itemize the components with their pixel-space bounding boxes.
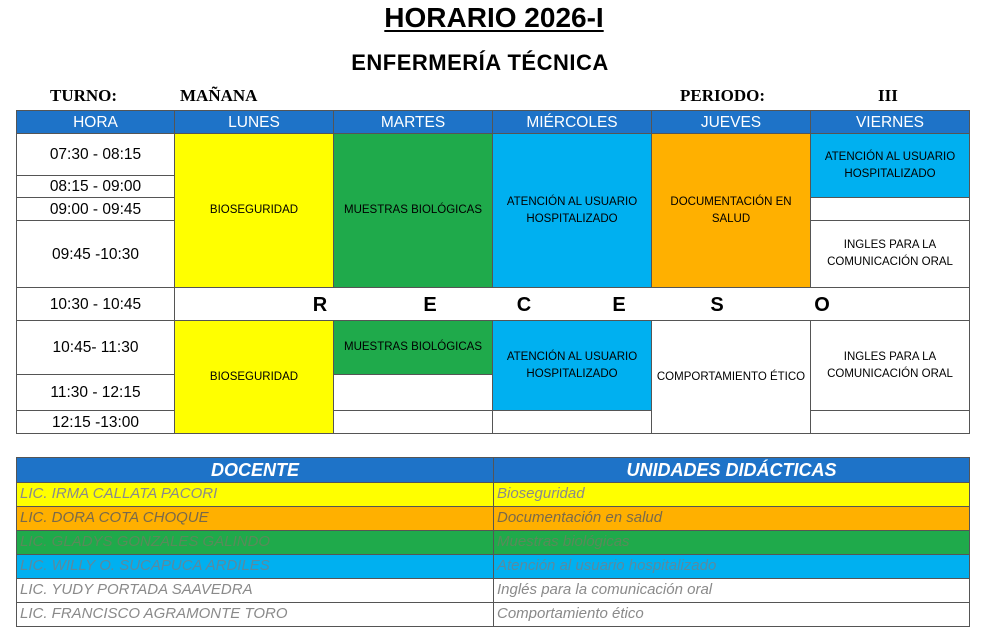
time-slot: 10:30 - 10:45 <box>16 287 175 321</box>
header-martes: MARTES <box>333 110 493 134</box>
header-hora: HORA <box>16 110 175 134</box>
title-text: HORARIO 2026-I <box>384 2 604 33</box>
time-slot: 09:45 -10:30 <box>16 220 175 288</box>
recess-letter: C <box>516 294 532 316</box>
legend-unidad: Atención al usuario hospitalizado <box>493 554 970 579</box>
time-slot: 07:30 - 08:15 <box>16 133 175 176</box>
recess-row <box>174 287 970 321</box>
header-jueves: JUEVES <box>651 110 811 134</box>
course-muestras-biologicas: MUESTRAS BIOLÓGICAS <box>333 133 493 288</box>
course-atencion-usuario: ATENCIÓN AL USUARIO HOSPITALIZADO <box>810 133 970 198</box>
time-slot: 12:15 -13:00 <box>16 410 175 434</box>
recess-letter: S <box>710 294 724 316</box>
course-bioseguridad: BIOSEGURIDAD <box>174 320 334 434</box>
header-miercoles: MIÉRCOLES <box>492 110 652 134</box>
header-viernes: VIERNES <box>810 110 970 134</box>
legend-unidad: Documentación en salud <box>493 506 970 531</box>
empty-cell <box>492 410 652 434</box>
legend-docente: LIC. WILLY O. SUCAPUCA ARDILES <box>16 554 494 579</box>
legend-unidad: Comportamiento ético <box>493 602 970 627</box>
course-muestras-biologicas: MUESTRAS BIOLÓGICAS <box>333 320 493 375</box>
periodo-value: III <box>878 86 898 105</box>
turno-label: TURNO: <box>50 86 118 105</box>
time-slot: 09:00 - 09:45 <box>16 197 175 221</box>
legend-unidad: Bioseguridad <box>493 482 970 507</box>
legend-unidad: Inglés para la comunicación oral <box>493 578 970 603</box>
course-ingles: INGLES PARA LA COMUNICACIÓN ORAL <box>810 320 970 411</box>
periodo-label: PERIODO: <box>680 86 765 105</box>
time-slot: 11:30 - 12:15 <box>16 374 175 411</box>
empty-cell <box>810 410 970 434</box>
recess-letter: O <box>814 294 830 316</box>
legend-docente: LIC. YUDY PORTADA SAAVEDRA <box>16 578 494 603</box>
legend-header-unidades: UNIDADES DIDÁCTICAS <box>493 457 970 483</box>
header-lunes: LUNES <box>174 110 334 134</box>
recess-letter: E <box>612 294 626 316</box>
course-atencion-usuario: ATENCIÓN AL USUARIO HOSPITALIZADO <box>492 133 652 288</box>
empty-cell <box>810 197 970 221</box>
legend-header-docente: DOCENTE <box>16 457 494 483</box>
page-title <box>0 2 988 38</box>
course-comportamiento-etico: COMPORTAMIENTO ÉTICO <box>651 320 811 434</box>
empty-cell <box>333 374 493 411</box>
legend-docente: LIC. DORA COTA CHOQUE <box>16 506 494 531</box>
turno-value: MAÑANA <box>180 86 258 105</box>
course-ingles: INGLES PARA LA COMUNICACIÓN ORAL <box>810 220 970 288</box>
recess-letter: E <box>423 294 437 316</box>
recess-letter: R <box>312 294 328 316</box>
time-slot: 08:15 - 09:00 <box>16 175 175 198</box>
course-documentacion-salud: DOCUMENTACIÓN EN SALUD <box>651 133 811 288</box>
legend-docente: LIC. FRANCISCO AGRAMONTE TORO <box>16 602 494 627</box>
legend-docente: LIC. GLADYS GONZALES GALINDO <box>16 530 494 555</box>
page-subtitle: ENFERMERÍA TÉCNICA <box>351 50 609 75</box>
course-atencion-usuario: ATENCIÓN AL USUARIO HOSPITALIZADO <box>492 320 652 411</box>
time-slot: 10:45- 11:30 <box>16 320 175 375</box>
legend-docente: LIC. IRMA CALLATA PACORI <box>16 482 494 507</box>
empty-cell <box>333 410 493 434</box>
legend-unidad: Muestras biológicas <box>493 530 970 555</box>
course-bioseguridad: BIOSEGURIDAD <box>174 133 334 288</box>
